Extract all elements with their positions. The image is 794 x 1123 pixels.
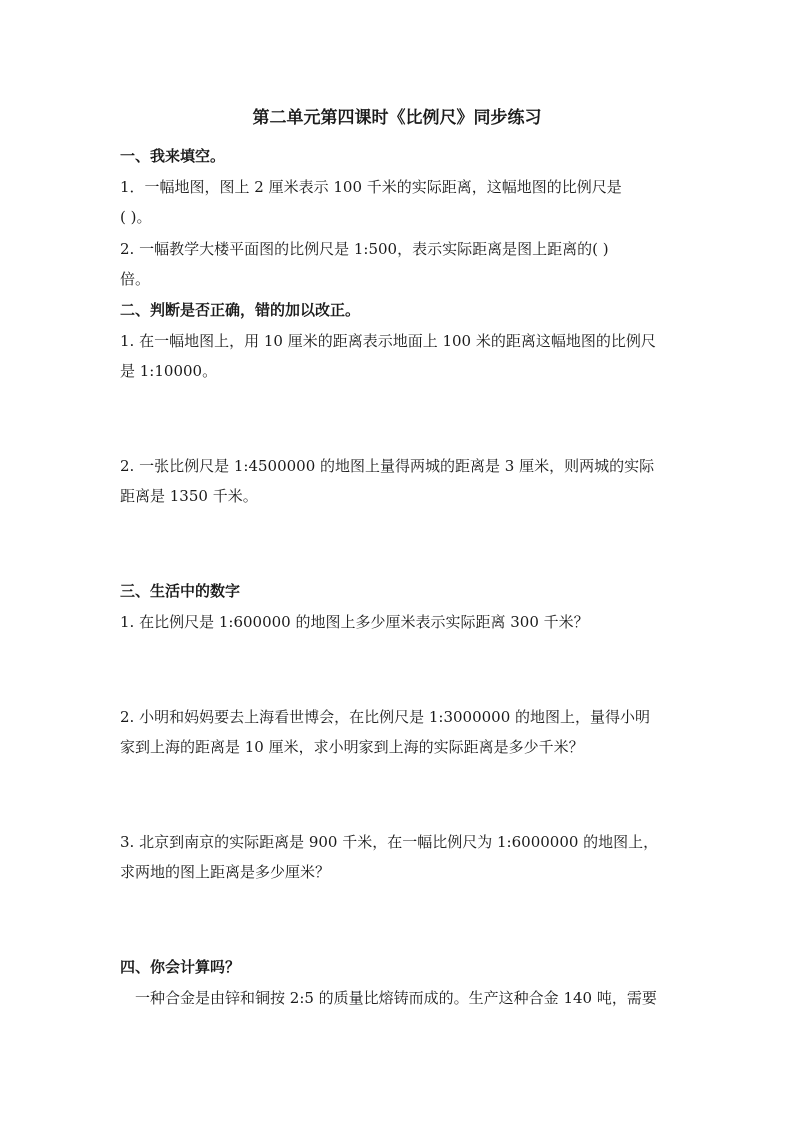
section-2-q1-line1: 1. 在一幅地图上，用 10 厘米的距离表示地面上 100 米的距离这幅地图的比例尺: [120, 332, 656, 350]
section-4-q1-line1: 一种合金是由锌和铜按 2:5 的质量比熔铸而成的。生产这种合金 140 吨，需要: [135, 989, 657, 1007]
section-1-q2-line1: 2. 一幅教学大楼平面图的比例尺是 1:500，表示实际距离是图上距离的( ): [120, 240, 609, 258]
section-1-q1-line1: 1．一幅地图，图上 2 厘米表示 100 千米的实际距离，这幅地图的比例尺是: [120, 178, 622, 196]
section-3-q2-line2: 家到上海的距离是 10 厘米，求小明家到上海的实际距离是多少千米？: [120, 738, 584, 756]
section-1-q1-line2: ( )。: [120, 208, 152, 226]
section-1-q2-line2: 倍。: [120, 270, 151, 288]
section-2-q2-line1: 2. 一张比例尺是 1:4500000 的地图上量得两城的距离是 3 厘米，则两城的实际: [120, 457, 655, 475]
section-4-heading: 四、你会计算吗？: [120, 958, 241, 976]
section-1-heading: 一、我来填空。: [120, 147, 226, 165]
section-2-q1-line2: 是 1:10000。: [120, 362, 218, 380]
section-3-q3-line2: 求两地的图上距离是多少厘米？: [120, 863, 331, 881]
section-2-heading: 二、判断是否正确，错的加以改正。: [120, 301, 361, 319]
section-3-q1-line1: 1. 在比例尺是 1:600000 的地图上多少厘米表示实际距离 300 千米？: [120, 613, 589, 631]
section-3-heading: 三、生活中的数字: [120, 582, 241, 600]
section-3-q2-line1: 2. 小明和妈妈要去上海看世博会，在比例尺是 1:3000000 的地图上，量得小明: [120, 708, 651, 726]
section-3-q3-line1: 3. 北京到南京的实际距离是 900 千米，在一幅比例尺为 1:6000000 的地图上，: [120, 833, 659, 851]
page-title: 第二单元第四课时《比例尺》同步练习: [252, 108, 542, 128]
section-2-q2-line2: 距离是 1350 千米。: [120, 487, 258, 505]
